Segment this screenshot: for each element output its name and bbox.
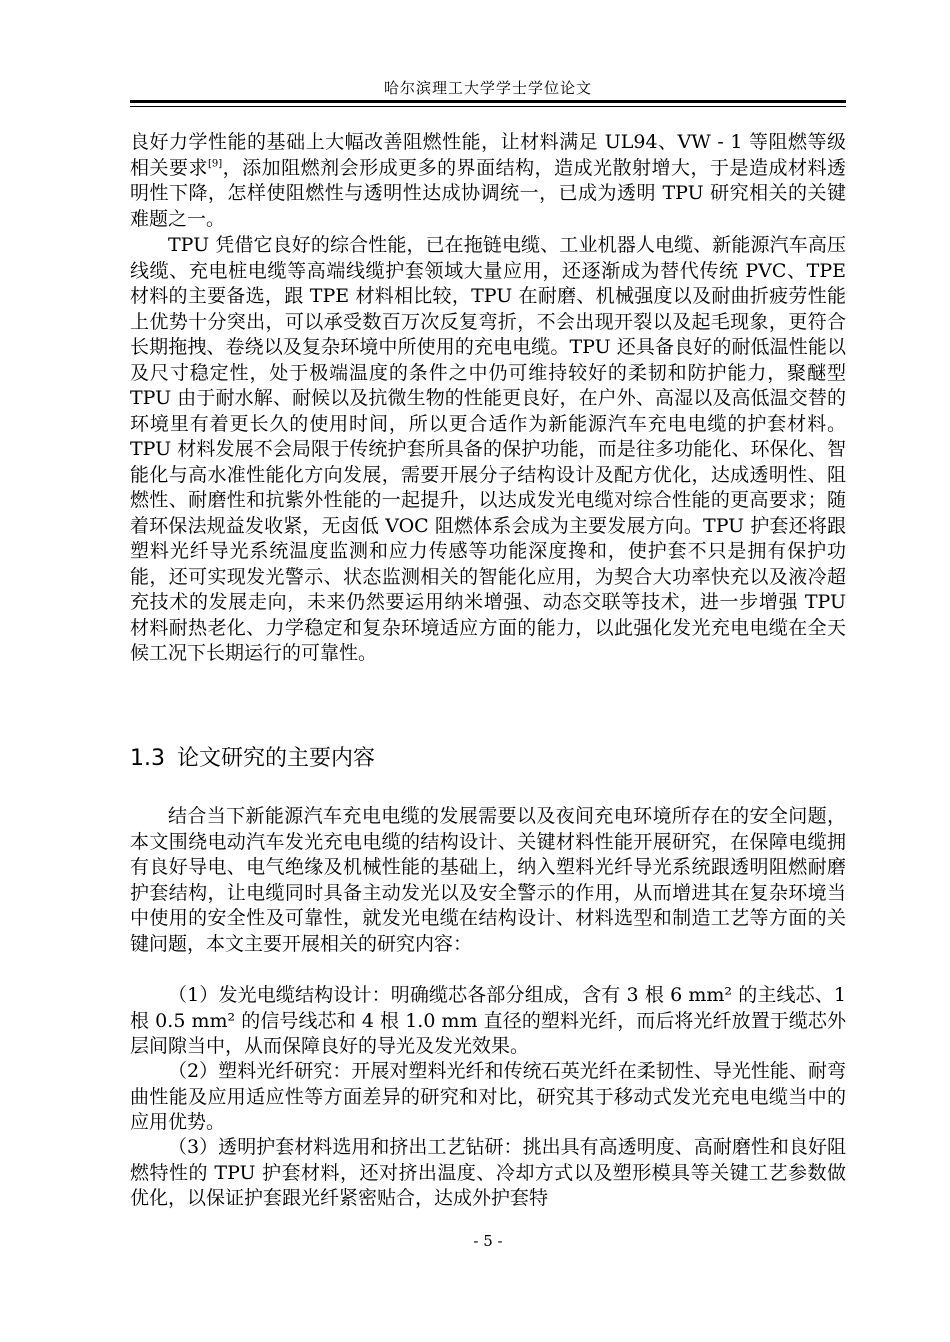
paragraph-text: （1）发光电缆结构设计：明确缆芯各部分组成，含有 3 根 6 mm² 的主线芯、1 根 0.5 mm² 的信号线芯和 4 根 1.0 mm 直径的塑料光纤，而后将光纤放置于缆芯外层间隙当中，从而保障良好的导光及发光效果。 xyxy=(130,984,846,1057)
paragraph-text: 良好力学性能的基础上大幅改善阻燃性能，让材料满足 UL94、VW - 1 等阻燃等级相关要求 xyxy=(130,131,846,179)
page-number: - 5 - xyxy=(473,1232,503,1250)
paragraph-text: （2）塑料光纤研究：开展对塑料光纤和传统石英光纤在柔韧性、导光性能、耐弯曲性能及应用适应性等方面差异的研究和对比，研究其于移动式发光充电电缆当中的应用优势。 xyxy=(130,1060,846,1133)
section-number: 1.3 xyxy=(130,746,165,771)
paragraph-research-intro xyxy=(130,804,846,957)
paragraph-text: ，添加阻燃剂会形成更多的界面结构，造成光散射增大，于是造成材料透明性下降，怎样使阻燃性与透明性达成协调统一，已成为透明 TPU 研究相关的关键难题之一。 xyxy=(130,156,846,230)
paragraph-tpu-applications xyxy=(130,233,846,667)
paragraph-continued xyxy=(130,130,846,232)
header-rule-thin xyxy=(130,106,846,107)
running-header: 哈尔滨理工大学学士学位论文 xyxy=(383,79,592,97)
list-item-sheath-material xyxy=(130,1135,846,1212)
section-heading xyxy=(130,745,846,773)
citation-ref: [9] xyxy=(207,158,223,170)
paragraph-text: TPU 凭借它良好的综合性能，已在拖链电缆、工业机器人电缆、新能源汽车高压线缆、充电桩电缆等高端线缆护套领域大量应用，还逐渐成为替代传统 PVC、TPE 材料的主要备选，跟 TPE 材料相比较，TPU 在耐磨、机械强度以及耐曲折疲劳性能上优势十分突出，可以承受数百万次反复弯折，不会出现开裂以及起毛现象，更符合长期拖拽、卷绕以及复杂环境中所使用的充电电缆。TPU 还具备良好的耐低温性能以及尺寸稳定性，处于极端温度的条件之中仍可维持较好的柔韧和防护能力，聚醚型 TPU 由于耐水解、耐候以及抗微生物的性能更良好，在户外、高湿以及高低温交替的环境里有着更长久的使用时间，所以更合适作为新能源汽车充电电缆的护套材料。TPU 材料发展不会局限于传统护套所具备的保护功能，而是往多功能化、环保化、智能化与高水准性能化方向发展，需要开展分子结构设计及配方优化，达成透明性、阻燃性、耐磨性和抗紫外性能的一起提升，以达成发光电缆对综合性能的更高要求；随着环保法规益发收紧，无卤低 VOC 阻燃体系会成为主要发展方向。TPU 护套还将跟塑料光纤导光系统温度监测和应力传感等功能深度搀和，使护套不只是拥有保护功能，还可实现发光警示、状态监测相关的智能化应用，为契合大功率快充以及液冷超充技术的发展走向，未来仍然要运用纳米增强、动态交联等技术，进一步增强 TPU 材料耐热老化、力学稳定和复杂环境适应方面的能力，以此强化发光充电电缆在全天候工况下长期运行的可靠性。 xyxy=(130,234,846,664)
list-item-structure-design xyxy=(130,983,846,1060)
list-item-plastic-fiber xyxy=(130,1059,846,1136)
paragraph-text: 结合当下新能源汽车充电电缆的发展需要以及夜间充电环境所存在的安全问题，本文围绕电动汽车发光充电电缆的结构设计、关键材料性能开展研究，在保障电缆拥有良好导电、电气绝缘及机械性能的基础上，纳入塑料光纤导光系统跟透明阻燃耐磨护套结构，让电缆同时具备主动发光以及安全警示的作用，从而增进其在复杂环境当中使用的安全性及可靠性，就发光电缆在结构设计、材料选型和制造工艺等方面的关键问题，本文主要开展相关的研究内容： xyxy=(130,805,846,955)
paragraph-text: （3）透明护套材料选用和挤出工艺钻研：挑出具有高透明度、高耐磨性和良好阻燃特性的 TPU 护套材料，还对挤出温度、冷却方式以及塑形模具等关键工艺参数做优化，以保证护套跟光纤紧密贴合，达成外护套特 xyxy=(130,1136,846,1209)
header-rule-thick xyxy=(130,100,846,103)
section-title: 论文研究的主要内容 xyxy=(177,746,376,771)
